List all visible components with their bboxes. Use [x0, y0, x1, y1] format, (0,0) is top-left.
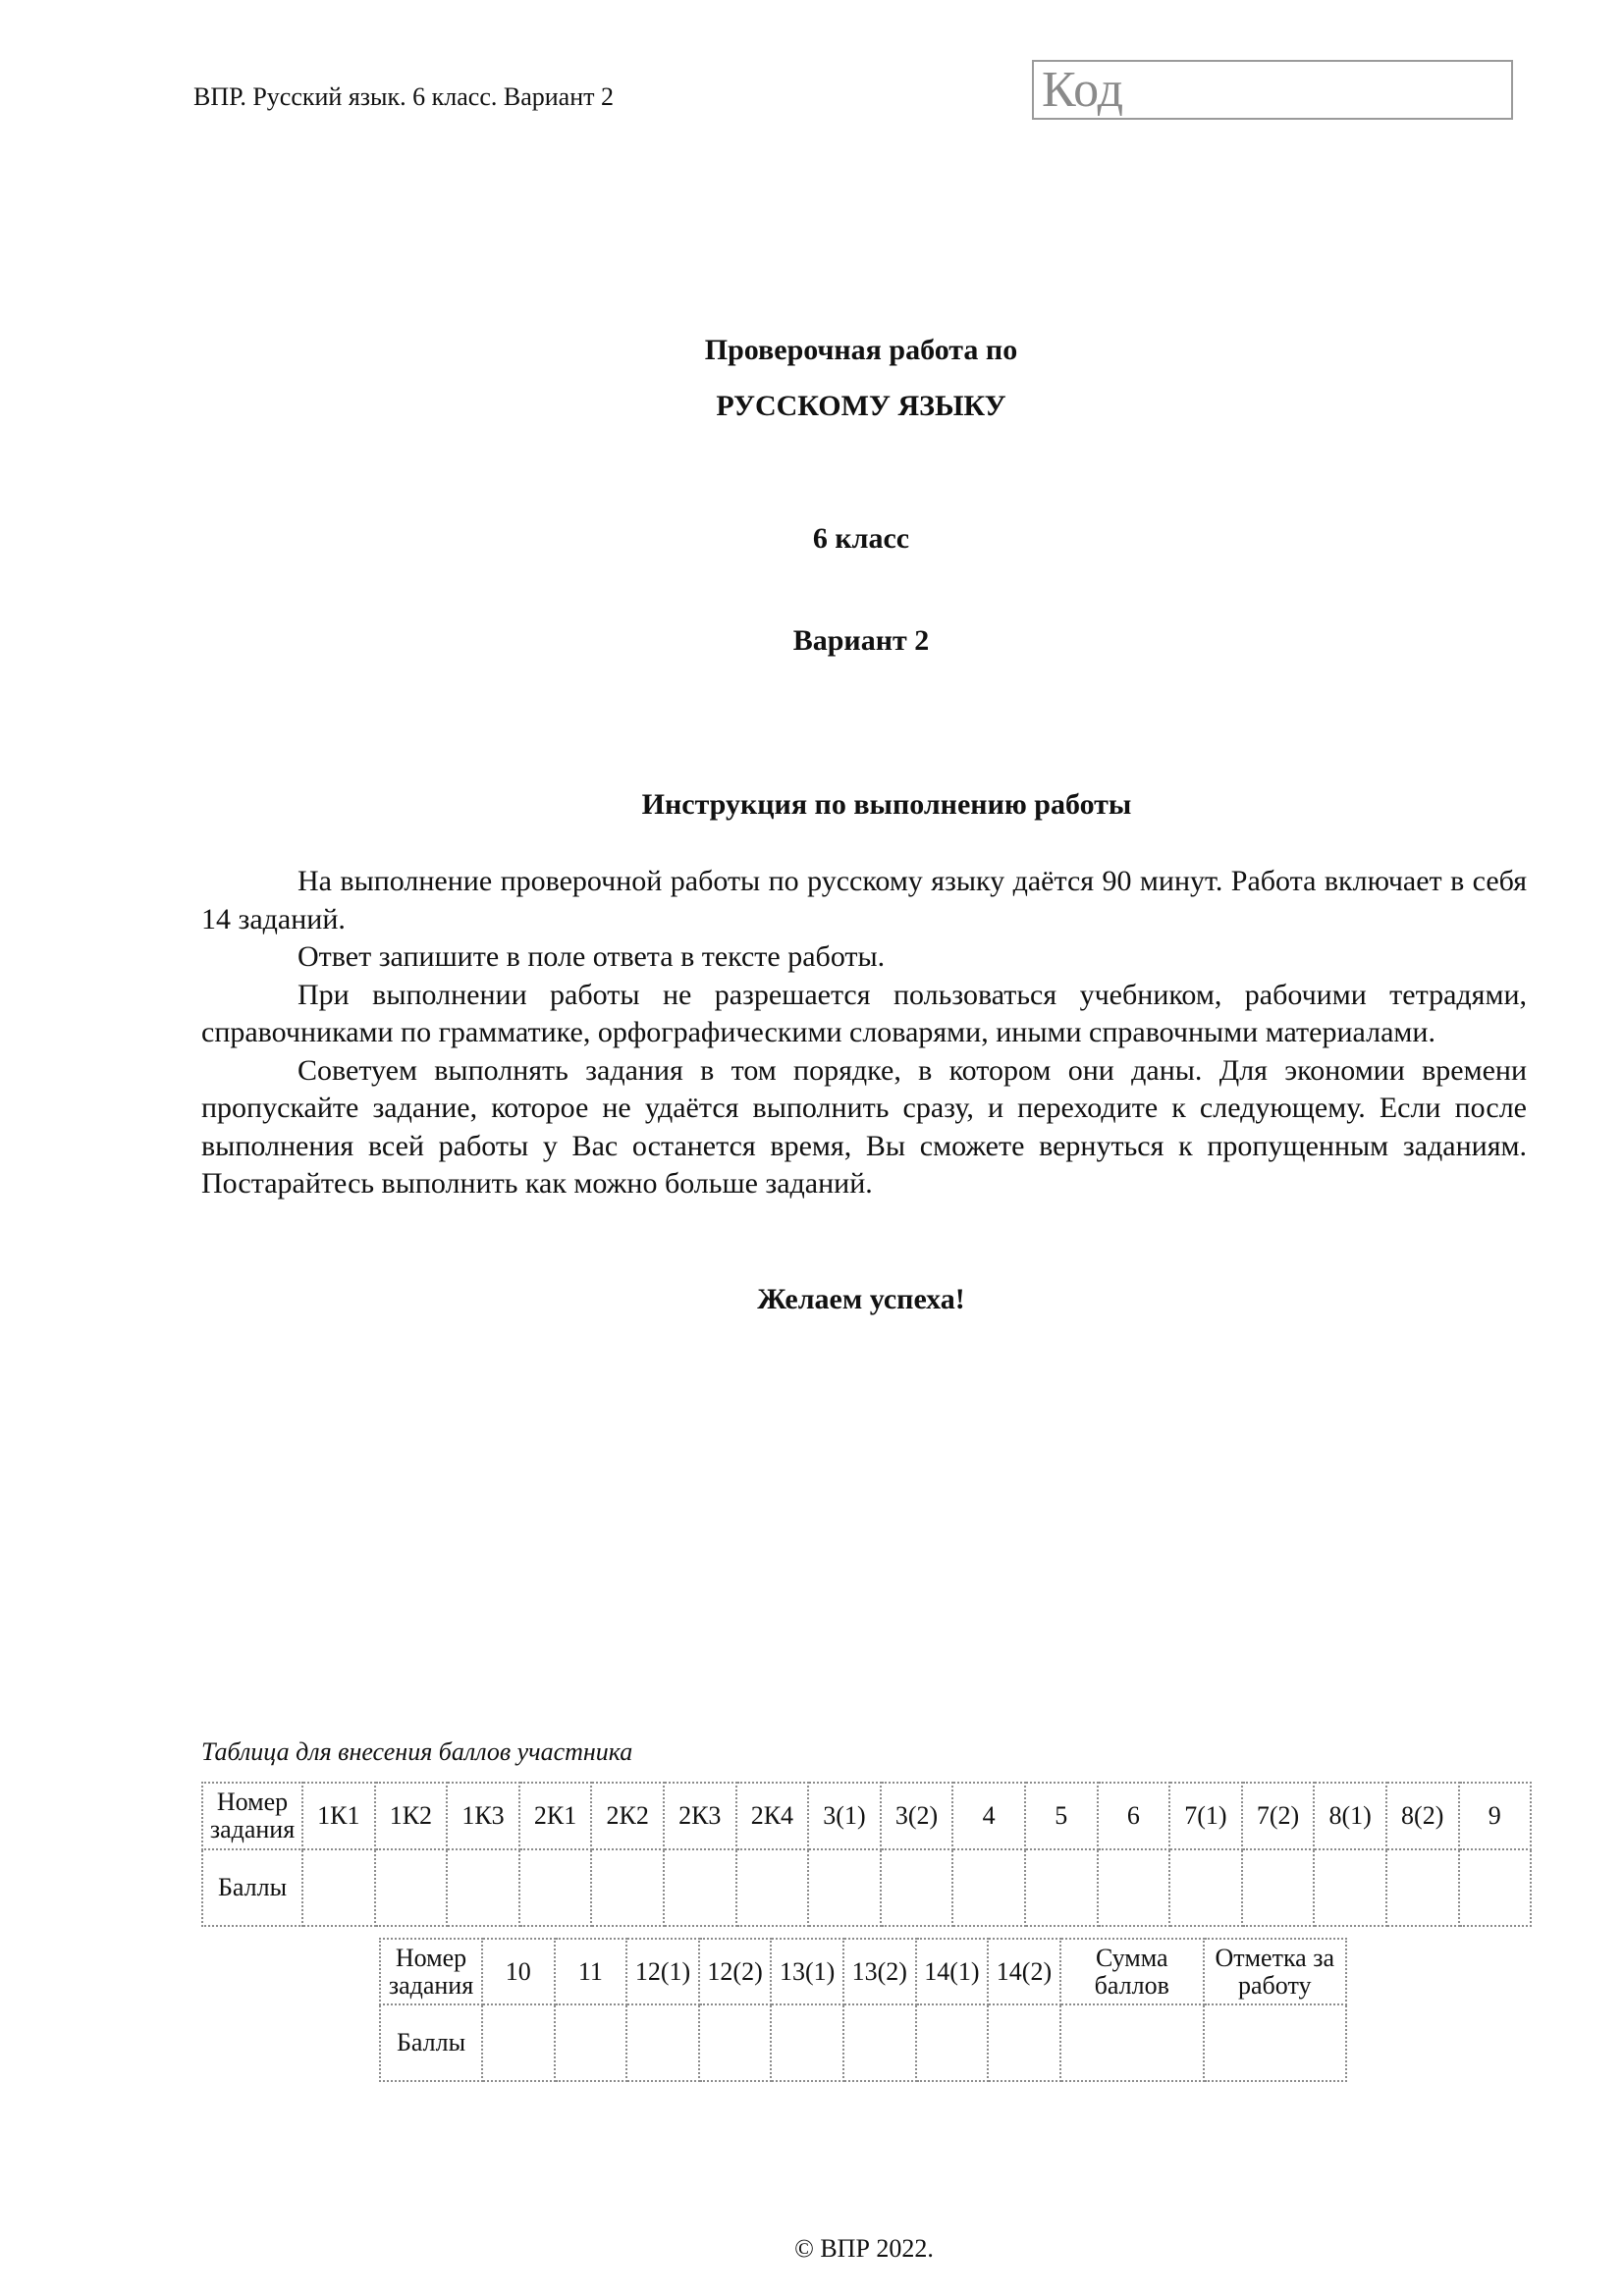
instructions-heading: Инструкция по выполнению работы [641, 788, 1132, 821]
points-cell[interactable] [591, 1849, 664, 1926]
points-cell[interactable] [375, 1849, 448, 1926]
points-cell[interactable] [1314, 1849, 1386, 1926]
points-cell[interactable] [302, 1849, 375, 1926]
title-line-1: Проверочная работа по [704, 334, 1018, 366]
task-number-cell: 11 [555, 1939, 627, 2004]
task-number-cell: 9 [1459, 1783, 1532, 1849]
task-number-cell: 1К2 [375, 1783, 448, 1849]
instruction-paragraph: Ответ запишите в поле ответа в тексте работы. [298, 940, 886, 973]
task-number-cell: 8(2) [1386, 1783, 1459, 1849]
points-cell[interactable] [519, 1849, 592, 1926]
instruction-paragraph: На выполнение проверочной работы по русскому языку даётся 90 минут. Работа включает в себя 14 заданий. [201, 865, 1527, 935]
points-cell[interactable] [843, 2004, 916, 2081]
closing-wish: Желаем успеха! [757, 1283, 965, 1315]
points-row [380, 2004, 1346, 2081]
grade-mark-label: Отметка за работу [1204, 1939, 1346, 2004]
score-table-2 [379, 1938, 1347, 2082]
code-field[interactable]: Код [1032, 60, 1513, 120]
task-number-label: Номер задания [202, 1783, 302, 1849]
points-cell[interactable] [1386, 1849, 1459, 1926]
points-cell[interactable] [916, 2004, 989, 2081]
instruction-paragraph: Советуем выполнять задания в том порядке, в котором они даны. Для экономии времени пропускайте задание, которое не удаётся выполнить сразу, и переходите к следующему. Если после выполнения всей работы у Вас останется время, Вы сможете вернуться к пропущенным заданиям. Постарайтесь выполнить как можно больше заданий. [201, 1053, 1527, 1200]
points-label: Баллы [380, 2004, 482, 2081]
grade-mark-cell[interactable] [1204, 2004, 1346, 2081]
points-label: Баллы [202, 1849, 302, 1926]
task-number-cell: 12(2) [699, 1939, 772, 2004]
points-cell[interactable] [1169, 1849, 1242, 1926]
task-number-label: Номер задания [380, 1939, 482, 2004]
task-number-cell: 2К2 [591, 1783, 664, 1849]
points-cell[interactable] [482, 2004, 555, 2081]
task-number-cell: 1К3 [447, 1783, 519, 1849]
task-number-cell: 7(1) [1169, 1783, 1242, 1849]
sum-cell[interactable] [1060, 2004, 1204, 2081]
points-cell[interactable] [699, 2004, 772, 2081]
task-number-cell: 2К1 [519, 1783, 592, 1849]
points-cell[interactable] [1098, 1849, 1170, 1926]
points-cell[interactable] [988, 2004, 1060, 2081]
points-cell[interactable] [1242, 1849, 1315, 1926]
points-cell[interactable] [626, 2004, 699, 2081]
grade-label: 6 класс [812, 522, 910, 555]
task-number-cell: 3(2) [881, 1783, 953, 1849]
points-row [202, 1849, 1531, 1926]
points-cell[interactable] [1459, 1849, 1532, 1926]
title-subject: РУССКОМУ ЯЗЫКУ [716, 390, 1006, 422]
task-number-cell: 2К4 [736, 1783, 809, 1849]
points-cell[interactable] [447, 1849, 519, 1926]
task-number-cell: 10 [482, 1939, 555, 2004]
task-number-cell: 8(1) [1314, 1783, 1386, 1849]
points-cell[interactable] [771, 2004, 843, 2081]
task-number-cell: 6 [1098, 1783, 1170, 1849]
running-header: ВПР. Русский язык. 6 класс. Вариант 2 [193, 82, 614, 111]
task-number-cell: 12(1) [626, 1939, 699, 2004]
points-cell[interactable] [952, 1849, 1025, 1926]
table-caption: Таблица для внесения баллов участника [201, 1737, 633, 1766]
points-cell[interactable] [664, 1849, 736, 1926]
footer-copyright: © ВПР 2022. [794, 2234, 934, 2263]
task-number-row [380, 1939, 1346, 2004]
points-cell[interactable] [736, 1849, 809, 1926]
sum-label: Сумма баллов [1060, 1939, 1204, 2004]
task-number-cell: 14(1) [916, 1939, 989, 2004]
task-number-cell: 2К3 [664, 1783, 736, 1849]
points-cell[interactable] [555, 2004, 627, 2081]
instruction-paragraph: При выполнении работы не разрешается пользоваться учебником, рабочими тетрадями, справочниками по грамматике, орфографическими словарями, иными справочными материалами. [201, 978, 1527, 1048]
task-number-cell: 14(2) [988, 1939, 1060, 2004]
task-number-cell: 1К1 [302, 1783, 375, 1849]
task-number-cell: 13(2) [843, 1939, 916, 2004]
task-number-row [202, 1783, 1531, 1849]
points-cell[interactable] [1025, 1849, 1098, 1926]
instructions-body [201, 863, 1527, 1203]
score-table-1 [201, 1782, 1532, 1927]
task-number-cell: 3(1) [808, 1783, 881, 1849]
task-number-cell: 7(2) [1242, 1783, 1315, 1849]
task-number-cell: 13(1) [771, 1939, 843, 2004]
variant-label: Вариант 2 [792, 624, 930, 657]
points-cell[interactable] [881, 1849, 953, 1926]
task-number-cell: 4 [952, 1783, 1025, 1849]
task-number-cell: 5 [1025, 1783, 1098, 1849]
points-cell[interactable] [808, 1849, 881, 1926]
